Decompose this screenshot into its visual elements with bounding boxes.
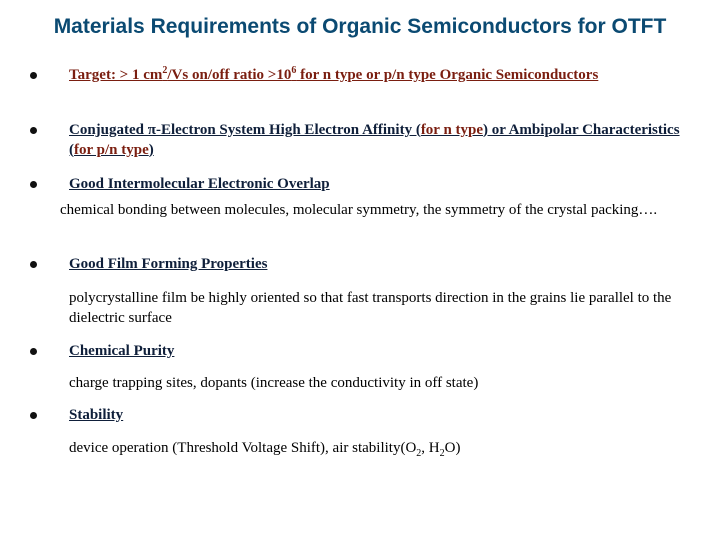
target-text — [69, 65, 689, 85]
target-rest: for n type or p/n type Organic Semiconductors — [296, 67, 599, 83]
overlap-heading: Good Intermolecular Electronic Overlap — [69, 176, 330, 192]
stability-detail-end: O) — [444, 440, 461, 456]
stability-heading: Stability — [69, 407, 124, 423]
target-mid: /Vs on/off ratio >10 — [167, 67, 292, 83]
bullet-icon — [30, 181, 37, 188]
conjugated-part-1: Conjugated π-Electron System High Electron Affinity ( — [69, 122, 421, 138]
purity-detail: charge trapping sites, dopants (increase the conductivity in off state) — [69, 375, 479, 391]
target-sup-1: 2 — [162, 65, 168, 76]
conjugated-text — [69, 120, 689, 160]
stability-detail-prefix: device operation (Threshold Voltage Shift), air stability(O — [69, 440, 417, 456]
conjugated-part-2: ) or Ambipolar Characteristics ( — [69, 122, 680, 158]
slide-title: Materials Requirements of Organic Semiconductors for OTFT — [53, 15, 667, 38]
film-heading: Good Film Forming Properties — [69, 256, 268, 272]
bullet-icon — [30, 72, 37, 79]
stability-sub-1: 2 — [416, 448, 422, 459]
stability-sub-2: 2 — [439, 448, 445, 459]
conjugated-part-3: ) — [148, 142, 154, 158]
target-prefix: Target: > 1 cm — [69, 67, 163, 83]
stability-detail — [69, 438, 689, 458]
conjugated-red-1: for n type — [420, 122, 484, 138]
conjugated-red-2: for p/n type — [74, 142, 149, 158]
bullet-icon — [30, 261, 37, 268]
film-detail: polycrystalline film be highly oriented so that fast transports direction in the grains lie parallel to the dielectric surface — [69, 290, 672, 326]
bullet-icon — [30, 127, 37, 134]
stability-detail-mid: , H — [421, 440, 440, 456]
target-sup-2: 6 — [291, 65, 297, 76]
purity-heading: Chemical Purity — [69, 343, 175, 359]
bullet-icon — [30, 412, 37, 419]
bullet-icon — [30, 348, 37, 355]
overlap-detail: chemical bonding between molecules, molecular symmetry, the symmetry of the crystal packing…. — [60, 202, 658, 218]
